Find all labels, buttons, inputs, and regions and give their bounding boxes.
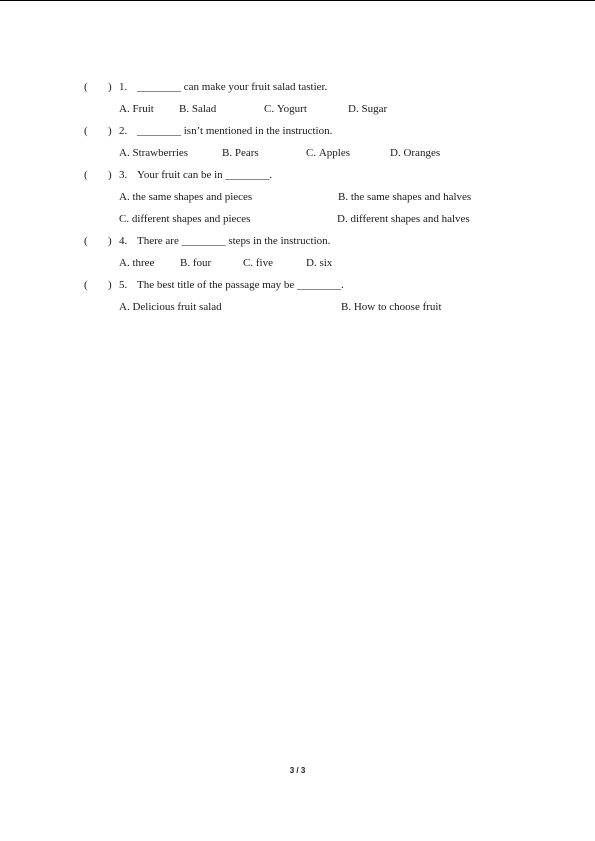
- option-a: A. three: [119, 257, 155, 269]
- option-c: C. Yogurt: [264, 103, 307, 115]
- option-a: A. the same shapes and pieces: [119, 191, 253, 203]
- answer-paren-open: (: [84, 169, 88, 181]
- option-c: C. different shapes and pieces: [119, 213, 251, 225]
- question-text: The best title of the passage may be ________.: [137, 279, 344, 291]
- answer-paren-open: (: [84, 279, 88, 291]
- option-a: A. Delicious fruit salad: [119, 301, 222, 313]
- option-b: B. the same shapes and halves: [338, 191, 472, 203]
- question-text: ________ can make your fruit salad tastier.: [137, 81, 328, 93]
- option-d: D. six: [306, 257, 333, 269]
- option-c: C. five: [243, 257, 273, 269]
- option-c: C. Apples: [306, 147, 351, 159]
- question-number: 5.: [119, 279, 128, 291]
- answer-paren-open: (: [84, 81, 88, 93]
- answer-paren-open: (: [84, 125, 88, 137]
- answer-paren-open: (: [84, 235, 88, 247]
- answer-paren-close: ): [108, 279, 112, 291]
- page-number: 3 / 3: [289, 766, 306, 775]
- question-number: 2.: [119, 125, 128, 137]
- answer-paren-close: ): [108, 235, 112, 247]
- option-b: B. Salad: [179, 103, 217, 115]
- top-border-line: [0, 0, 595, 1]
- question-number: 4.: [119, 235, 128, 247]
- answer-paren-close: ): [108, 81, 112, 93]
- option-d: D. Sugar: [348, 103, 388, 115]
- question-text: Your fruit can be in ________.: [137, 169, 273, 181]
- option-d: D. Oranges: [390, 147, 441, 159]
- answer-paren-close: ): [108, 125, 112, 137]
- option-a: A. Fruit: [119, 103, 154, 115]
- question-text: ________ isn’t mentioned in the instruction.: [137, 125, 333, 137]
- question-text: There are ________ steps in the instruction.: [137, 235, 331, 247]
- option-b: B. four: [180, 257, 212, 269]
- option-b: B. How to choose fruit: [341, 301, 442, 313]
- answer-paren-close: ): [108, 169, 112, 181]
- option-d: D. different shapes and halves: [337, 213, 470, 225]
- question-number: 1.: [119, 81, 128, 93]
- question-number: 3.: [119, 169, 128, 181]
- option-b: B. Pears: [222, 147, 259, 159]
- option-a: A. Strawberries: [119, 147, 189, 159]
